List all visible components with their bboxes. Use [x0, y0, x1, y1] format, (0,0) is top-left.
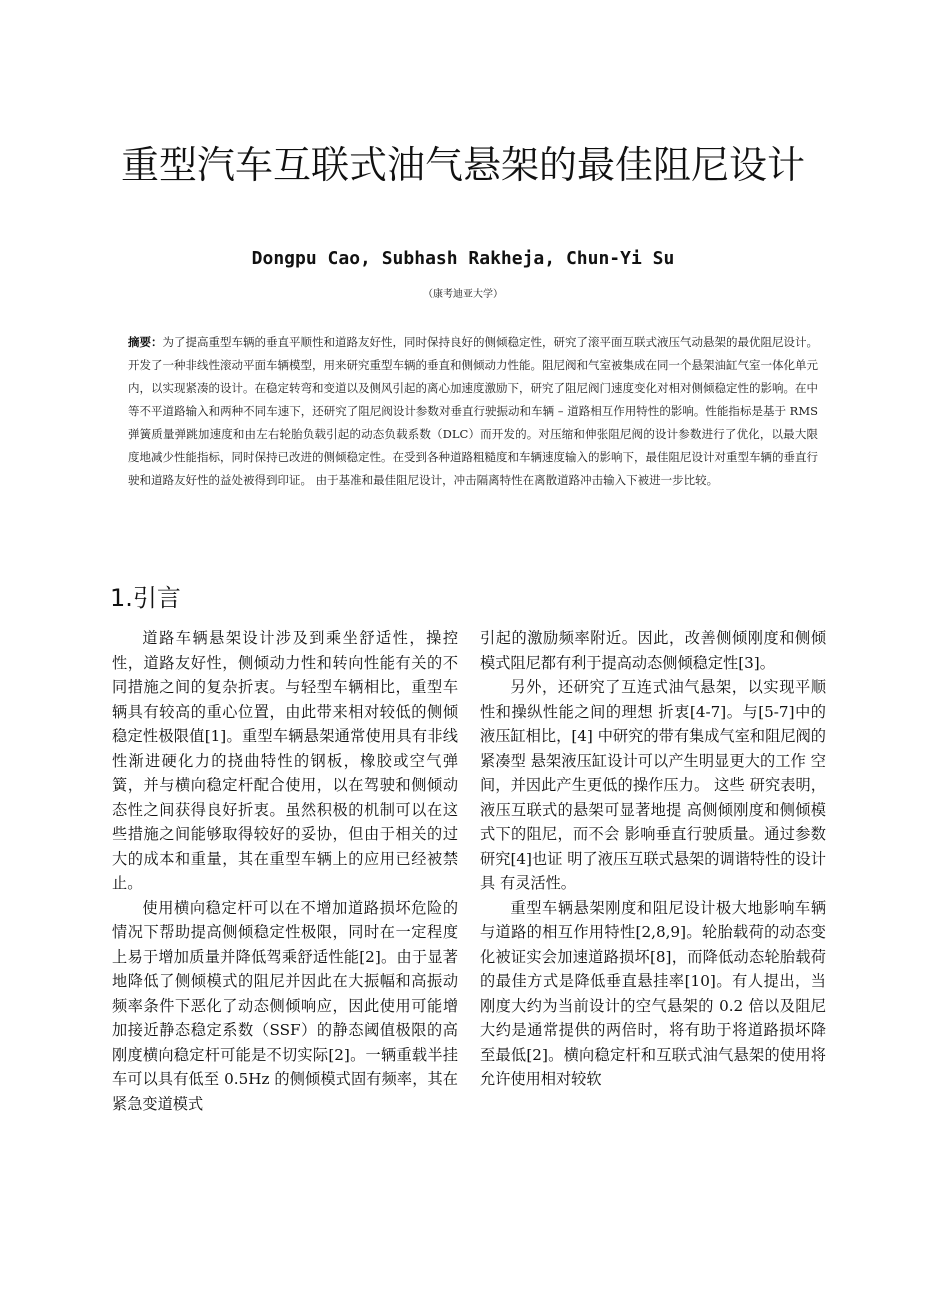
- paragraph: 重型车辆悬架刚度和阻尼设计极大地影响车辆与道路的相互作用特性[2,8,9]。轮胎载荷的动态变化被证实会加速道路损坏[8]，而降低动态轮胎载荷的最佳方式是降低垂直悬挂率[10]。有人提出，当刚度大约为当前设计的空气悬架的 0.2 倍以及阻尼大约是通常提供的两倍时，将有助于将道路损坏降至最低[2]。横向稳定杆和互联式油气悬架的使用将允许使用相对较软: [480, 898, 826, 1088]
- paragraph: 道路车辆悬架设计涉及到乘坐舒适性，操控性，道路友好性，侧倾动力性和转向性能有关的不同措施之间的复杂折衷。与轻型车辆相比，重型车辆具有较高的重心位置，由此带来相对较低的侧倾稳定性极限值[1]。重型车辆悬架通常使用具有非线性渐进硬化力的挠曲特性的钢板，橡胶或空气弹簧，并与横向稳定杆配合使用，以在驾驶和侧倾动态性之间获得良好折衷。虽然积极的机制可以在这些措施之间能够取得较好的妥协，但由于相关的过大的成本和重量，其在重型车辆上的应用已经被禁止。: [112, 629, 458, 892]
- paragraph: 使用横向稳定杆可以在不增加道路损坏危险的情况下帮助提高侧倾稳定性极限，同时在一定程度上易于增加质量并降低驾乘舒适性能[2]。由于显著地降低了侧倾模式的阻尼并因此在大振幅和高振动频率条件下恶化了动态侧倾响应，因此使用可能增加接近静态稳定系数（SSF）的静态阈值极限的高刚度横向稳定杆可能是不切实际[2]。一辆重载半挂车可以具有低至 0.5Hz 的侧倾模式固有频率，其在紧急变道模式: [112, 898, 458, 1113]
- paragraph: 引起的激励频率附近。因此，改善侧倾刚度和侧倾模式阻尼都有利于提高动态侧倾稳定性[3]。: [480, 629, 826, 672]
- left-column: [112, 626, 458, 1116]
- paragraph: 另外，还研究了互连式油气悬架，以实现平顺性和操纵性能之间的理想 折衷[4-7]。与[5-7]中的液压缸相比，[4] 中研究的带有集成气室和阻尼阀的紧凑型 悬架液压缸设计可以产生明显更大的工作 空间，并因此产生更低的操作压力。 这些 研究表明，液压互联式的悬架可显著地提 高侧倾刚度和侧倾模式下的阻尼，而不会 影响垂直行驶质量。通过参数研究[4]也证 明了液压互联式悬架的调谐特性的设计具 有灵活性。: [480, 678, 826, 892]
- affiliation: （康考迪亚大学）: [423, 289, 503, 300]
- abstract-text: 为了提高重型车辆的垂直平顺性和道路友好性，同时保持良好的侧倾稳定性，研究了滚平面互联式液压气动悬架的最优阻尼设计。开发了一种非线性滚动平面车辆模型，用来研究重型车辆的垂直和侧倾动力性能。阻尼阀和气室被集成在同一个悬架油缸气室一体化单元内，以实现紧凑的设计。在稳定转弯和变道以及侧风引起的离心加速度激励下，研究了阻尼阀门速度变化对相对侧倾稳定性的影响。在中等不平道路输入和两种不同车速下，还研究了阻尼阀设计参数对垂直行驶振动和车辆 – 道路相互作用特性的影响。性能指标是基于 RMS 弹簧质量弹跳加速度和由左右轮胎负载引起的动态负载系数（DLC）而开发的。对压缩和伸张阻尼阀的设计参数进行了优化，以最大限度地减少性能指标，同时保持已改进的侧倾稳定性。在受到各种道路粗糙度和车辆速度输入的影响下，最佳阻尼设计对重型车辆的垂直行驶和道路友好性的益处被得到印证。 由于基准和最佳阻尼设计，冲击隔离特性在离散道路冲击输入下被进一步比较。: [128, 335, 818, 487]
- abstract: [128, 331, 818, 492]
- author-list: Dongpu Cao, Subhash Rakheja, Chun-Yi Su: [251, 248, 675, 269]
- right-column: [480, 626, 826, 1092]
- paper-title: 重型汽车互联式油气悬架的最佳阻尼设计: [120, 143, 805, 187]
- section-heading-introduction: 1.引言: [110, 584, 181, 612]
- abstract-label: 摘要：: [128, 335, 163, 349]
